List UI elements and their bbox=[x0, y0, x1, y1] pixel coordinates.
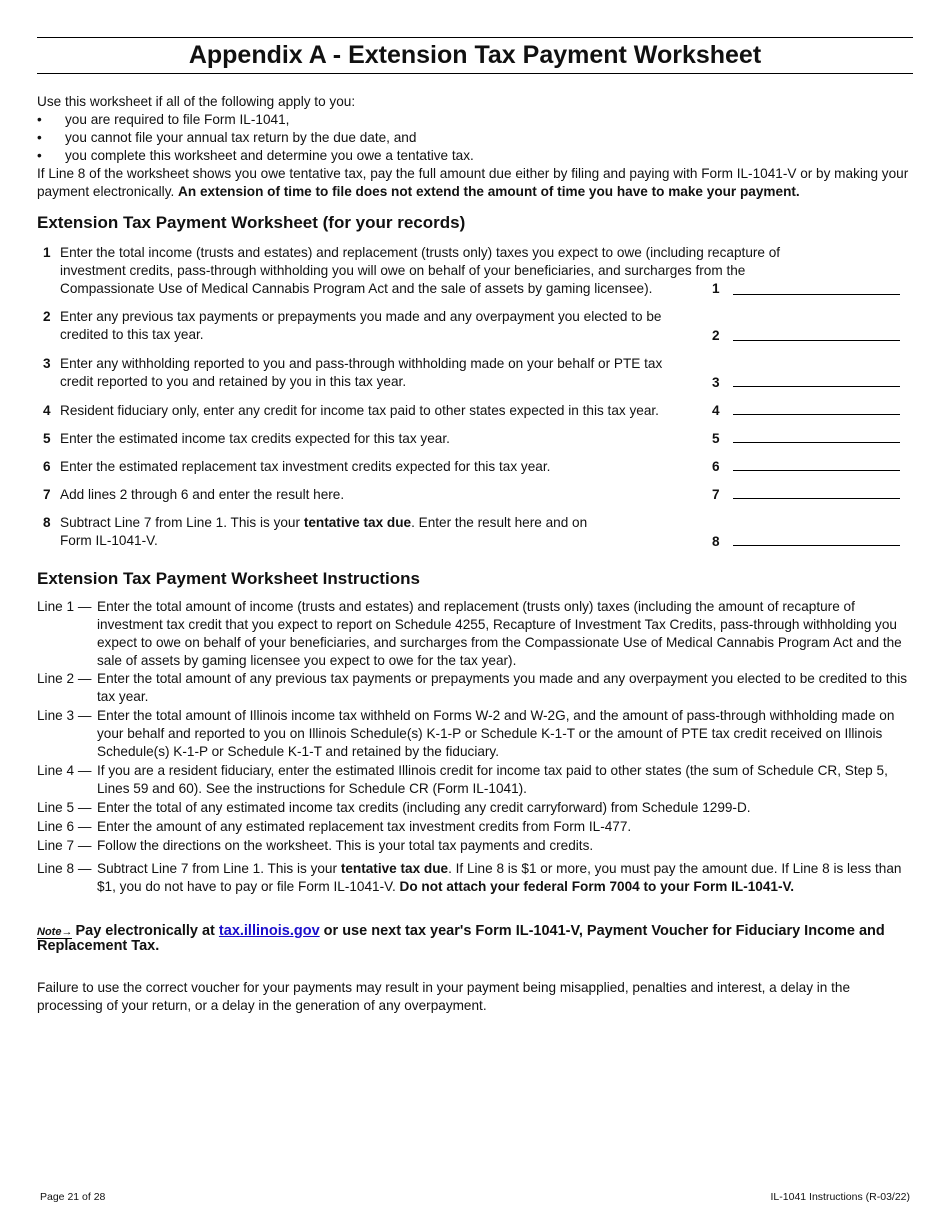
instruction-text: Enter the total of any estimated income tax credits (including any credit carryforward) from Schedule 1299-D. bbox=[97, 800, 751, 815]
note-arrow-icon: Note→ bbox=[37, 926, 73, 938]
bullet-text: you cannot file your annual tax return by the due date, and bbox=[65, 130, 417, 145]
instruction-line-5 bbox=[37, 799, 913, 817]
line-number: 7 bbox=[43, 487, 51, 502]
line-number: 5 bbox=[43, 431, 51, 446]
tax-illinois-link[interactable]: tax.illinois.gov bbox=[218, 923, 320, 939]
instruction-line-4 bbox=[37, 762, 913, 798]
line-box-number: 1 bbox=[712, 281, 720, 296]
line-number: 2 bbox=[43, 309, 51, 324]
instruction-label: Line 6 — bbox=[37, 819, 92, 834]
bullet-item: • you cannot file your annual tax return by the due date, and bbox=[37, 130, 417, 145]
footer-form-id: IL-1041 Instructions (R-03/22) bbox=[770, 1191, 910, 1203]
instruction-text: Enter the total amount of any previous tax payments or prepayments you made and any overpayment you elected to be credited to this tax year. bbox=[97, 671, 908, 704]
line-number: 8 bbox=[43, 515, 51, 530]
line-text: Resident fiduciary only, enter any credit for income tax paid to other states expected in this tax year. bbox=[60, 403, 659, 418]
instruction-line-7 bbox=[37, 837, 913, 855]
instruction-text: If you are a resident fiduciary, enter the estimated Illinois credit for income tax paid to other states (the sum of Schedule CR, Step 5, Lines 59 and 60). See the instructions for Schedule CR (Form IL-1041). bbox=[97, 763, 888, 796]
page-title: Appendix A - Extension Tax Payment Worksheet bbox=[188, 41, 762, 69]
line-box-number: 6 bbox=[712, 459, 720, 474]
title-rule bbox=[37, 73, 913, 74]
instruction-line-8 bbox=[37, 860, 913, 896]
line-text-bold: tentative tax due bbox=[303, 515, 412, 530]
line-text-part: . Enter the result here and on Form IL-1041-V. bbox=[60, 515, 588, 548]
instruction-label: Line 2 — bbox=[37, 671, 92, 686]
instructions-heading: Extension Tax Payment Worksheet Instructions bbox=[37, 569, 420, 588]
line-3-input[interactable] bbox=[733, 386, 900, 387]
line-text: Enter the estimated replacement tax investment credits expected for this tax year. bbox=[60, 459, 551, 474]
line-number: 3 bbox=[43, 356, 51, 371]
line-number: 6 bbox=[43, 459, 51, 474]
line-8-input[interactable] bbox=[733, 545, 900, 546]
instruction-label: Line 4 — bbox=[37, 763, 92, 778]
line-2-input[interactable] bbox=[733, 340, 900, 341]
instruction-text: Enter the total amount of income (trusts and estates) and replacement (trusts only) taxes (including the amount of recapture of investment tax credit that you expect to report on Schedule 4255, Recapture of Investment Tax Credits, pass-through withholding you expect to owe on behalf of your beneficiaries, and surcharges from the Compassionate Use of Medical Cannabis Program Act and the sale of assets by gaming licensee you expect to owe for the tax year). bbox=[97, 599, 902, 668]
intro-text: If Line 8 of the worksheet shows you owe tentative tax, pay the full amount due either by filing and paying with Form IL-1041-V or by making your payment electronically. bbox=[37, 166, 909, 199]
intro bbox=[37, 93, 913, 201]
line-box-number: 3 bbox=[712, 375, 720, 390]
instruction-label: Line 3 — bbox=[37, 708, 92, 723]
instruction-line-3 bbox=[37, 707, 913, 761]
instruction-text-part: Subtract Line 7 from Line 1. This is your bbox=[97, 861, 341, 876]
line-text: Enter any previous tax payments or prepayments you made and any overpayment you elected to be credited to this tax year. bbox=[60, 309, 662, 342]
bullet-text: you complete this worksheet and determine you owe a tentative tax. bbox=[65, 148, 474, 163]
line-text: Enter the total income (trusts and estates) and replacement (trusts only) taxes you expect to owe (including recapture of investment credits, pass-through withholding you will owe on behalf of your beneficiaries, and surcharges from the Compassionate Use of Medical Cannabis Program Act and the sale of assets by gaming licensee). bbox=[60, 245, 781, 296]
bullet-text: you are required to file Form IL-1041, bbox=[65, 112, 290, 127]
closing-paragraph: Failure to use the correct voucher for your payments may result in your payment being misapplied, penalties and interest, a delay in the processing of your return, or a delay in the generation of any overpayment. bbox=[37, 980, 851, 1013]
instruction-line-2 bbox=[37, 670, 913, 706]
line-box-number: 7 bbox=[712, 487, 720, 502]
line-text: Add lines 2 through 6 and enter the result here. bbox=[60, 487, 345, 502]
instruction-line-1 bbox=[37, 598, 913, 670]
line-box-number: 8 bbox=[712, 534, 720, 549]
instruction-label: Line 7 — bbox=[37, 838, 92, 853]
line-text bbox=[60, 514, 620, 550]
intro-paragraph bbox=[37, 165, 913, 201]
line-4-input[interactable] bbox=[733, 414, 900, 415]
line-text-part: Subtract Line 7 from Line 1. This is your bbox=[60, 515, 304, 530]
instruction-text: Enter the total amount of Illinois income tax withheld on Forms W-2 and W-2G, and the amount of pass-through withholding made on your behalf and reported to you on Illinois Schedule(s) K-1-P or Schedule K-1-T or the amount of PTE tax credit received on Illinois Schedule(s) K-1-P or Schedule K-1-T and retained by the fiduciary. bbox=[97, 708, 895, 759]
instruction-text bbox=[97, 860, 913, 896]
line-text: Enter the estimated income tax credits expected for this tax year. bbox=[60, 431, 450, 446]
bullet-item: • you complete this worksheet and determine you owe a tentative tax. bbox=[37, 148, 474, 163]
instruction-text: Enter the amount of any estimated replacement tax investment credits from Form IL-477. bbox=[97, 819, 632, 834]
line-1-input[interactable] bbox=[733, 294, 900, 295]
line-box-number: 5 bbox=[712, 431, 720, 446]
instruction-label: Line 1 — bbox=[37, 599, 92, 614]
intro-bold-text: An extension of time to file does not extend the amount of time you have to make your payment. bbox=[178, 184, 800, 199]
footer-page-number: Page 21 of 28 bbox=[40, 1191, 106, 1203]
instruction-text-bold: Do not attach your federal Form 7004 to your Form IL-1041-V. bbox=[399, 879, 795, 894]
line-box-number: 4 bbox=[712, 403, 720, 418]
line-5-input[interactable] bbox=[733, 442, 900, 443]
line-number: 1 bbox=[43, 245, 51, 260]
note-icon-label: Note bbox=[37, 926, 62, 938]
worksheet-heading: Extension Tax Payment Worksheet (for your records) bbox=[37, 213, 466, 232]
instruction-text: Follow the directions on the worksheet. This is your total tax payments and credits. bbox=[97, 838, 594, 853]
intro-lead: Use this worksheet if all of the following apply to you: bbox=[37, 94, 356, 109]
note-text: or use next tax year's Form IL-1041-V, Payment Voucher for Fiduciary Income and Replacement Tax. bbox=[37, 923, 885, 954]
line-6-input[interactable] bbox=[733, 470, 900, 471]
instruction-text-part: . If Line 8 is $1 or more, you must pay the amount due. If Line 8 is less than $1, you do not have to pay or file Form IL-1041-V. bbox=[97, 861, 902, 894]
note-block bbox=[37, 924, 913, 954]
line-7-input[interactable] bbox=[733, 498, 900, 499]
note-text: Pay electronically at bbox=[75, 923, 219, 939]
bullet-item: • you are required to file Form IL-1041, bbox=[37, 112, 290, 127]
instruction-label: Line 5 — bbox=[37, 800, 92, 815]
line-text: Enter any withholding reported to you and pass-through withholding made on your behalf or PTE tax credit reported to you and retained by you in this tax year. bbox=[60, 356, 663, 389]
line-number: 4 bbox=[43, 403, 51, 418]
instruction-text-bold: tentative tax due bbox=[340, 861, 449, 876]
instruction-label: Line 8 — bbox=[37, 861, 92, 876]
instruction-line-6 bbox=[37, 818, 913, 836]
line-box-number: 2 bbox=[712, 328, 720, 343]
